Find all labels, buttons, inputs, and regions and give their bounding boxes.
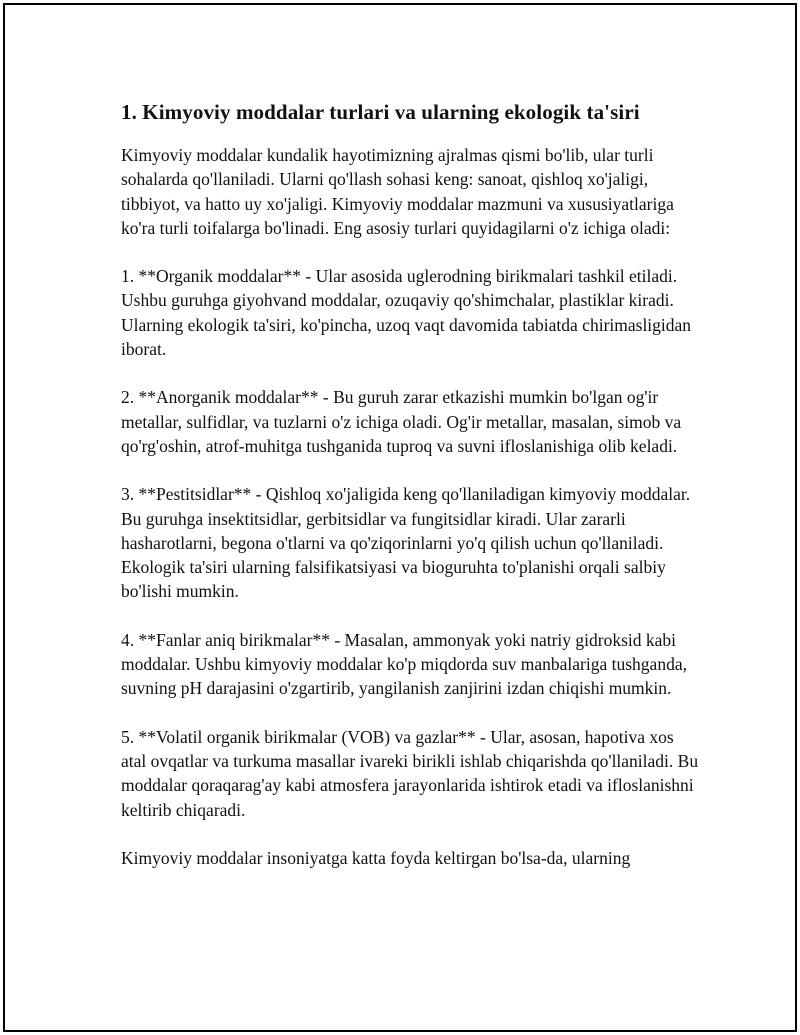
page-frame xyxy=(3,3,797,1032)
section-heading: 1. Kimyoviy moddalar turlari va ularning ekologik ta'siri xyxy=(121,100,640,124)
paragraph-pesticides: 3. **Pestitsidlar** - Qishloq xo'jaligida keng qo'llaniladigan kimyoviy moddalar. Bu guruhga insektitsidlar, gerbitsidlar va fungitsidlar kiradi. Ular zararli hasharotlarni, begona o'tlarni va qo'ziqorinlarni yo'q qilish uchun qo'llaniladi. Ekologik ta'siri ularning falsifikatsiyasi va bioguruhta to'planishi orqali salbiy bo'lishi mumkin. xyxy=(121,484,691,602)
paragraph-conclusion: Kimyoviy moddalar insoniyatga katta foyda keltirgan bo'lsa-da, ularning xyxy=(121,847,631,868)
paragraph-compounds: 4. **Fanlar aniq birikmalar** - Masalan, ammonyak yoki natriy gidroksid kabi moddalar. Ushbu kimyoviy moddalar ko'p miqdorda suv manbalariga tushganda, suvning pH darajasini o'zgartirib, yangilanish zanjirini izdan chiqishi mumkin. xyxy=(121,629,687,699)
intro-paragraph: Kimyoviy moddalar kundalik hayotimizning ajralmas qismi bo'lib, ular turli sohalarda qo'llaniladi. Ularni qo'llash sohasi keng: sanoat, qishloq xo'jaligi, tibbiyot, va hatto uy xo'jaligi. Kimyoviy moddalar mazmuni va xususiyatlariga ko'ra turli toifalarga bo'linadi. Eng asosiy turlari quyidagilarni o'z ichiga oladi: xyxy=(121,145,674,238)
paragraph-inorganic: 2. **Anorganik moddalar** - Bu guruh zarar etkazishi mumkin bo'lgan og'ir metallar, sulfidlar, va tuzlarni o'z ichiga oladi. Og'ir metallar, masalan, simob va qo'rg'oshin, atrof-muhitga tushganida tuproq va suvni ifloslanishiga olib keladi. xyxy=(121,387,682,456)
document-body xyxy=(121,97,701,894)
paragraph-organic: 1. **Organik moddalar** - Ular asosida uglerodning birikmalari tashkil etiladi. Ushbu guruhga giyohvand moddalar, ozuqaviy qo'shimchalar, plastiklar kiradi. Ularning ekologik ta'siri, ko'pincha, uzoq vaqt davomida tabiatda chirimasligidan iborat. xyxy=(121,266,692,360)
paragraph-volatile: 5. **Volatil organik birikmalar (VOB) va gazlar** - Ular, asosan, hapotiva xos atal ovqatlar va turkuma masallar ivareki birikli ishlab chiqarishda qo'llaniladi. Bu moddalar qoraqarag'ay kabi atmosfera jarayonlarida ishtirok etadi va ifloslanishni keltirib chiqaradi. xyxy=(121,726,699,820)
